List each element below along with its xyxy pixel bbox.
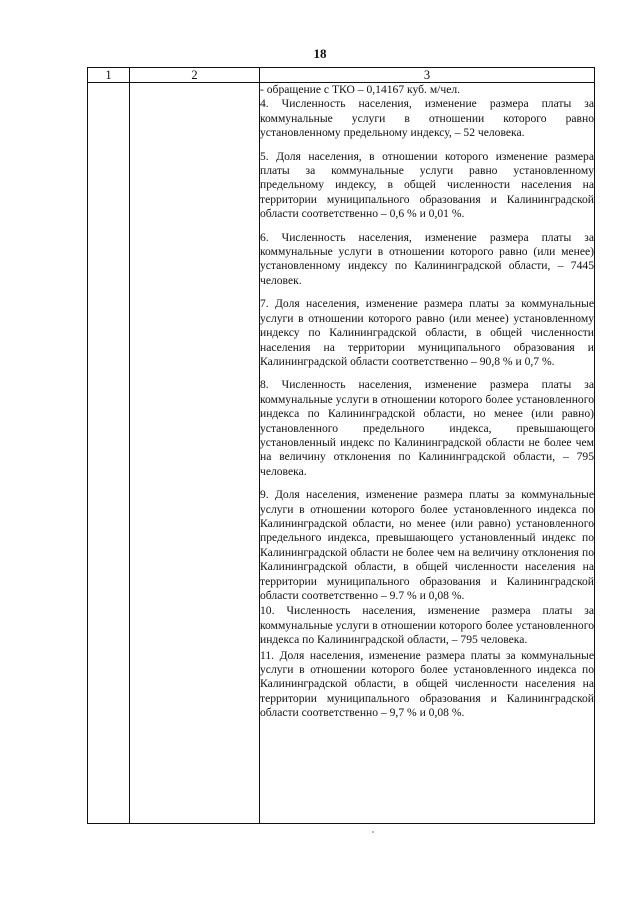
paragraph-item-7: 7. Доля населения, изменение размера платы за коммунальные услуги в отношении которого равно (или менее) установленному индексу по Калининградской области, в общей численности населения на территории муниципального образования и Калининградской области соответственно – 90,8 % и 0,7 %.: [260, 297, 594, 368]
column-header-2: 2: [130, 68, 260, 83]
scan-speck: [372, 831, 374, 833]
paragraph-item-6: 6. Численность населения, изменение размера платы за коммунальные услуги в отношении которого равно (или менее) установленному индексу по Калининградской области, – 7445 человек.: [260, 230, 594, 287]
paragraph-item-9: 9. Доля населения, изменение размера платы за коммунальные услуги в отношении которого более установленного индекса по Калининградской области, но менее (или равно) установленного предельного индекса, превышающего установленный индекс по Калининградской области не более чем на величину отклонения по Калининградской области, в общей численности населения на территории муниципального образования и Калининградской области соответственно – 9.7 % и 0,08 %.: [260, 488, 594, 602]
paragraph-item-8: 8. Численность населения, изменение размера платы за коммунальные услуги в отношении которого более установленного индекса по Калининградской области, но менее (или равно) установленного предельного индекса, превышающего установленный индекс по Калининградской области не более чем на величину отклонения по Калининградской области, – 795 человека.: [260, 378, 594, 478]
cell-column-2: [130, 83, 260, 824]
paragraph-item-11: 11. Доля населения, изменение размера платы за коммунальные услуги в отношении которого более установленного индекса по Калининградской области, в общей численности населения на территории муниципального образования и Калининградской области соответственно – 9,7 % и 0,08 %.: [260, 648, 594, 720]
paragraph-item-10: 10. Численность населения, изменение размера платы за коммунальные услуги в отношении которого более установленного индекса по Калининградской области, – 795 человека.: [260, 604, 594, 647]
paragraph-item-5: 5. Доля населения, в отношении которого изменение размера платы за коммунальные услуги равно установленному предельному индексу, в общей численности населения на территории муниципального образования и Калининградской области соответственно – 0,6 % и 0,01 %.: [260, 149, 594, 221]
cell-column-1: [88, 83, 130, 824]
page-number: 18: [313, 46, 327, 61]
paragraph-tko-norm: - обращение с ТКО – 0,14167 куб. м/чел.: [260, 83, 461, 96]
column-header-3: 3: [260, 68, 595, 83]
data-table: [87, 67, 595, 824]
table-header-row: [88, 68, 595, 83]
paragraph-item-4: 4. Численность населения, изменение размера платы за коммунальные услуги в отношении которого равно установленному предельному индексу, – 52 человека.: [260, 97, 594, 140]
table-row: [88, 83, 595, 824]
cell-column-3: [260, 83, 595, 824]
column-header-1: 1: [88, 68, 130, 83]
